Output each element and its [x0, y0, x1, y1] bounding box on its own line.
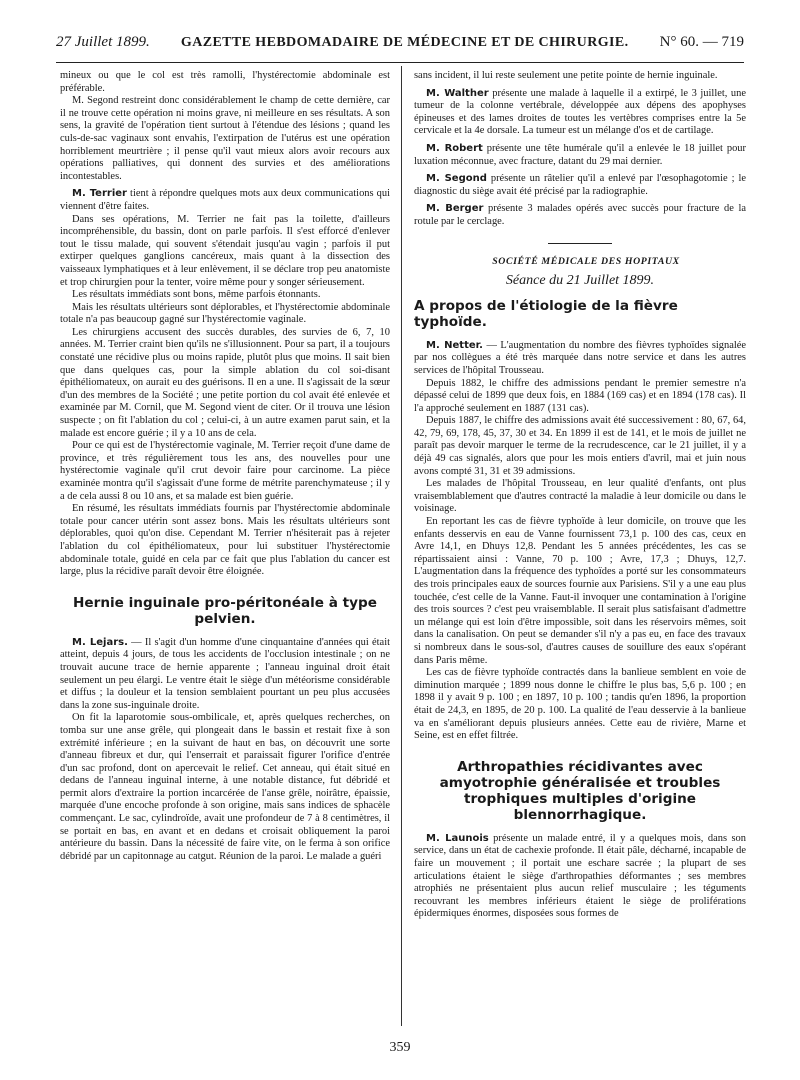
speaker-name: M. Launois	[426, 832, 489, 844]
paragraph-text: — L'augmentation du nombre des fièvres typhoïdes signalée par nos collègues a été très marquée dans notre service et dans les autres services de l'hôpital Trousseau.	[414, 339, 746, 376]
paragraph	[60, 188, 390, 213]
section-title: Hernie inguinale pro-péritonéale à type pelvien.	[73, 594, 377, 627]
issue-number: N° 60. — 719	[659, 34, 744, 50]
left-column	[60, 70, 390, 1032]
paragraph-text: présente une malade à laquelle il a extirpé, le 3 juillet, une tumeur de la colonne vertébrale, développée aux dépens des apophyses épineuses et des lames droites de toutes les vertèbres comprises entre la 5e cervicale et la 4e dorsale. La tumeur est un mélange d'os et de cartilage.	[414, 87, 746, 137]
section-divider	[548, 243, 612, 244]
page-header	[56, 34, 744, 62]
paragraph-text: présente un malade entré, il y a quelques mois, dans son service, dans un état de cachexie profonde. Il était pâle, décharné, incapable de faire un mouvement ; il portait une eschare sacrée ; la plupart de ses articulations étaient le siège d'arthropathies déformantes ; ses membres atrophiés ne présentaient plus aucun relief musculaire ; les téguments recouvrant les membres inférieurs étaient le siège de proliférations épidermiques énormes, disposées sous formes de	[414, 832, 746, 920]
session-date: Séance du 21 Juillet 1899.	[505, 273, 655, 289]
paragraph	[414, 833, 746, 921]
speaker-name: M. Walther	[426, 87, 489, 99]
column-divider	[401, 66, 402, 1026]
paragraph-text: présente une tête humérale qu'il a enlevée le 18 juillet pour luxation méconnue, avec fracture, datant du 29 mai dernier.	[414, 142, 746, 167]
paragraph: Les résultats immédiats sont bons, même parfois étonnants.	[72, 289, 321, 301]
issue-date: 27 Juillet 1899.	[56, 34, 150, 50]
right-column	[414, 70, 746, 1032]
society-heading: SOCIÉTÉ MÉDICALE DES HOPITAUX	[492, 255, 680, 267]
speaker-name: M. Berger	[426, 203, 484, 215]
paragraph: En reportant les cas de fièvre typhoïde à leur domicile, on trouve que les enfants desservis en eau de Vanne fournissent 73,1 p. 100 des cas, ceux en Avre 14,1, en Dhuys 12,8. Pendant les 5 années précédentes, les cas se répartissaient ainsi : Vanne, 70 p. 100 ; Avre, 17,3 ; Dhuys, 12,7. L'augmentation dans la fréquence des typhoïdes a porté sur les consommateurs des trois principales eaux de sources fournie aux Parisiens. S'il y a une eau plus touchée, c'est celle de la Vanne. Faut-il invoquer une contamination à l'origine des trois sources ? c'est peu vraisemblable. Il serait plus satisfaisant d'admettre un mélange qui est loin d'être impossible, soit dans les réservoirs mêmes, soit dans la canalisation. On peut se demander s'il n'y a pas eu, en face des travaux si nombreux dans le sous-sol, d'autres causes de souillure des eaux s'opérant dans Paris même.	[414, 516, 746, 666]
paragraph-text: — Il s'agit d'un homme d'une cinquantaine d'années qui était atteint, depuis 4 jours, de tous les accidents de l'occlusion intestinale ; on ne trouvait aucune trace de hernie apparente ; l'anneau inguinal droit était seulement un peu élargi. Le ventre était le siège d'un météorisme considérable et diffus ; la douleur et la tension semblaient pourtant un peu plus accusées dans la zone sus-inguinale droite.	[60, 636, 390, 711]
paragraph-text: présente 3 malades opérés avec succès pour fracture de la rotule par le cerclage.	[414, 203, 746, 227]
paragraph: M. Segond restreint donc considérablement le champ de cette dernière, car il ne trouve cette opération ni moins grave, ni meilleure en ses résultats. A son sens, la gravité de l'opération tient surtout à l'étendue des lésions ; quand les culs-de-sac vaginaux sont envahis, l'extirpation de l'utérus est une opération horriblement meurtrière ; il pense qu'il vaut mieux alors avoir recours aux opérations palliatives, qui donnent des survies et des améliorations incontestables.	[60, 95, 390, 182]
paragraph: Mais les résultats ultérieurs sont déplorables, et l'hystérectomie abdominale totale n'a pas beaucoup gagné sur l'hystérectomie vaginale.	[60, 301, 390, 326]
paragraph: Depuis 1887, le chiffre des admissions avait été successivement : 80, 67, 64, 42, 79, 69, 178, 45, 37, 30 et 34. En 1899 il est de 141, et le mois de juillet ne paraît pas devoir marquer le terme de la recrudescence, car le 21 juillet, il y a déjà 49 cas signalés, alors que pour les mois entiers d'avril, mai et juin nous avons compté 31, 31 et 39 admissions.	[414, 415, 746, 477]
speaker-name: M. Netter.	[426, 339, 483, 351]
paragraph: Dans ses opérations, M. Terrier ne fait pas la toilette, d'ailleurs incompréhensible, du bassin, dont on parle parfois. Il s'est efforcé d'enlever tout le tissu malade, qui souvent s'étendait jusqu'au vagin ; parfois il put extirper quelques ganglions cancéreux, mais quant à la dissection des vaisseaux lymphatiques et à leur enlèvement, il se déclare trop peu anatomiste et trop chirurgien pour la tenter, voire même pour y songer sérieusement.	[60, 213, 390, 288]
paragraph	[414, 173, 746, 198]
speaker-name: M. Segond	[426, 173, 487, 185]
speaker-name: M. Robert	[426, 142, 483, 154]
paragraph: On fit la laparotomie sous-ombilicale, et, après quelques recherches, on tomba sur une anse grêle, qui plongeait dans le bassin et restait fixe à son extrémité inférieure ; en la suivant de haut en bas, on découvrit une sorte d'anneau fibreux et dur, qui l'enserrait et paraissait figurer l'orifice d'entrée d'un sac profond, dont on apercevait le relief. Cet anneau, qui était situé en dedans de l'anneau inguinal interne, à une notable distance, fut débridé et permit alors d'extraire la portion incarcérée de l'anse grêle, noirâtre, épaissie, marquée d'une encoche profonde à son origine, mais sans indices de sphacèle commençant. Le sac, cylindroïde, avait une profondeur de 7 à 8 centimètres, il se portait en bas, en avant et en dedans et croisait obliquement la paroi antérieure du bassin. Dans la nécessité de faire vite, on le ferma à son orifice débridé par un capitonnage au catgut. Réunion de la paroi. Le malade a guéri	[60, 712, 390, 862]
paragraph	[60, 637, 390, 713]
section-title: Arthropathies récidivantes avec amyotrophie généralisée et troubles trophiques multiples d'origine blennorrhagique.	[439, 758, 721, 823]
paragraph: Les chirurgiens accusent des succès durables, des survies de 6, 7, 10 années. M. Terrier craint bien qu'ils ne s'illusionnent. Pour sa part, il a toujours constaté une récidive plus ou moins rapide, plutôt plus que moins. Il sait bien que dans quelques cas, pour la simple ablation du col soi-disant épithéliomateux, on aurait eu des guérisons. Il en a une. Il s'agissait de la sœur d'un des membres de la Société ; une petite portion du col avait été enlevée et examinée par M. Cornil, que M. Segond vient de citer. Or il trouva une lésion suspecte ; on fit l'ablation du col ; celui-ci, à un autre examen parut sain, et la malade est encore guérie ; il y a 10 ans de cela.	[60, 326, 390, 439]
journal-title: GAZETTE HEBDOMADAIRE DE MÉDECINE ET DE CHIRURGIE.	[180, 35, 629, 50]
speaker-name: M. Lejars.	[72, 636, 128, 648]
paragraph: Les malades de l'hôpital Trousseau, en leur qualité d'enfants, ont plus vraisemblablement que d'autres contracté la maladie à leur domicile ou dans le voisinage.	[414, 478, 746, 515]
paragraph-text: présente un râtelier qu'il a enlevé par l'œsophagotomie ; le diagnostic du siège avait été précisé par la radiographie.	[414, 173, 746, 197]
page-number: 359	[389, 1040, 411, 1055]
paragraph	[414, 203, 746, 228]
paragraph	[414, 340, 746, 378]
section-title: A propos de l'étiologie de la fièvre typhoïde.	[414, 297, 678, 330]
paragraph: sans incident, il lui reste seulement une petite pointe de hernie inguinale.	[414, 70, 718, 81]
paragraph: mineux ou que le col est très ramolli, l'hystérectomie abdominale est préférable.	[60, 70, 390, 94]
paragraph-text: tient à répondre quelques mots aux deux communications qui viennent d'être faites.	[60, 188, 390, 212]
header-rule	[56, 62, 744, 63]
paragraph: Pour ce qui est de l'hystérectomie vaginale, M. Terrier reçoit d'une dame de province, et très régulièrement tous les ans, des nouvelles pour une hystérectomie vaginale qu'il crut devoir faire pour carcinome. La pièce examinée montra qu'il s'agissait d'une forme de métrite parenchymateuse ; il y a de cela aussi 8 ou 10 ans, et sa malade est bien guérie.	[60, 440, 390, 502]
paragraph: En résumé, les résultats immédiats fournis par l'hystérectomie abdominale totale pour cancer utérin sont assez bons. Mais les résultats ultérieurs sont déplorables, quoi qu'on dise. Cependant M. Terrier n'hésiterait pas à rejeter l'ablation du col épithéliomateux, pour lui substituer l'hystérectomie abdominale totale, guidé en cela par ce fait que plus l'ablation du cancer est large, plus la récidive paraît devoir être éloignée.	[60, 503, 390, 578]
paragraph: Les cas de fièvre typhoïde contractés dans la banlieue semblent en voie de diminution marquée ; 1899 nous donne le chiffre le plus bas, 5,6 p. 100 ; en 1898 il y avait 9 p. 100 ; en 1897, 10 p. 100 ; tandis qu'en 1896, la proportion était de 24,3, en 1895, de 20 p. 100. La qualité de l'eau desservie à la banlieue va en s'améliorant depuis plusieurs années. Cette eau de rivière, Marne et Seine, est en effet filtrée.	[414, 667, 746, 742]
speaker-name: M. Terrier	[72, 188, 127, 200]
paragraph	[414, 88, 746, 138]
paragraph: Depuis 1882, le chiffre des admissions pendant le premier semestre n'a dépassé celui de 1899 que deux fois, en 1884 (169 cas) et en 1894 (178 cas). Il l'a approché seulement en 1887 (131 cas).	[414, 377, 746, 414]
paragraph	[414, 143, 746, 168]
